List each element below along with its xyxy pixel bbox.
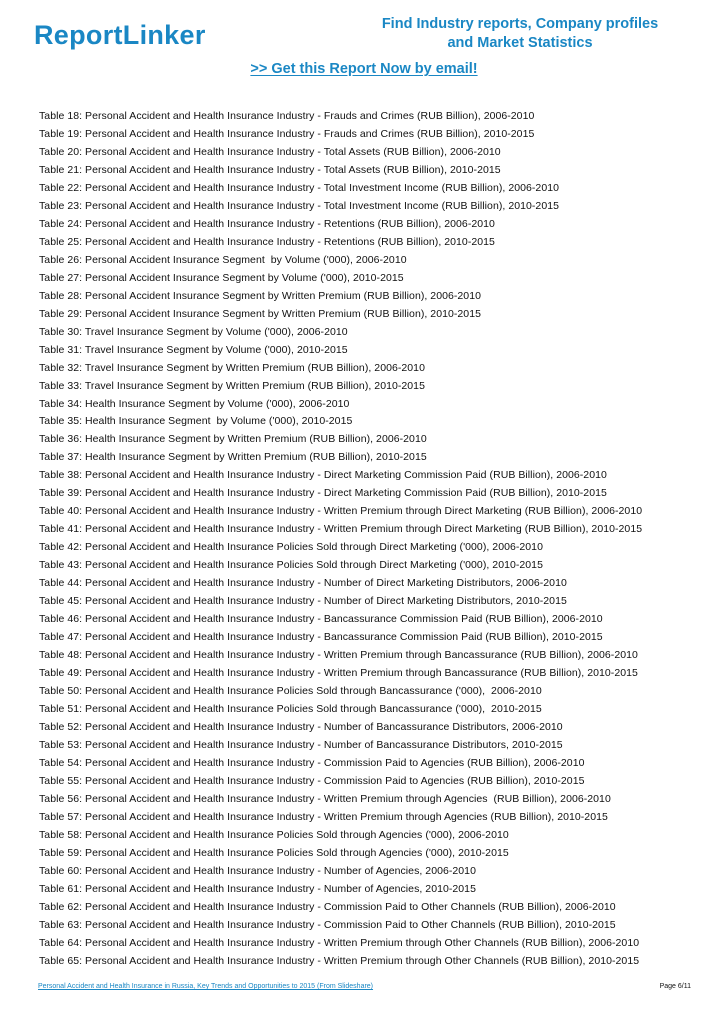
toc-entry: Table 45: Personal Accident and Health Insurance Industry - Number of Direct Marketing Distributors, 2010-2015 xyxy=(39,595,567,608)
toc-entry: Table 25: Personal Accident and Health Insurance Industry - Retentions (RUB Billion), 2010-2015 xyxy=(39,235,495,248)
get-report-link[interactable]: >> Get this Report Now by email! xyxy=(250,61,478,77)
toc-entry: Table 59: Personal Accident and Health Insurance Policies Sold through Agencies ('000), 2010-2015 xyxy=(39,846,509,859)
toc-entry: Table 48: Personal Accident and Health Insurance Industry - Written Premium through Bancassurance (RUB Billion), 2006-2010 xyxy=(39,649,638,662)
header-tagline xyxy=(360,15,680,53)
toc-entry: Table 32: Travel Insurance Segment by Written Premium (RUB Billion), 2006-2010 xyxy=(39,361,425,374)
toc-entry: Table 49: Personal Accident and Health Insurance Industry - Written Premium through Bancassurance (RUB Billion), 2010-2015 xyxy=(39,667,638,680)
toc-entry: Table 28: Personal Accident Insurance Segment by Written Premium (RUB Billion), 2006-2010 xyxy=(39,289,481,302)
toc-entry: Table 61: Personal Accident and Health Insurance Industry - Number of Agencies, 2010-2015 xyxy=(39,882,476,895)
toc-entry: Table 42: Personal Accident and Health Insurance Policies Sold through Direct Marketing ('000), 2006-2010 xyxy=(39,541,543,554)
toc-entry: Table 47: Personal Accident and Health Insurance Industry - Bancassurance Commission Paid (RUB Billion), 2010-2015 xyxy=(39,631,603,644)
toc-entry: Table 24: Personal Accident and Health Insurance Industry - Retentions (RUB Billion), 2006-2010 xyxy=(39,217,495,230)
toc-entry: Table 33: Travel Insurance Segment by Written Premium (RUB Billion), 2010-2015 xyxy=(39,379,425,392)
toc-entry: Table 26: Personal Accident Insurance Segment by Volume ('000), 2006-2010 xyxy=(39,253,407,266)
toc-entry: Table 18: Personal Accident and Health Insurance Industry - Frauds and Crimes (RUB Billion), 2006-2010 xyxy=(39,110,535,122)
reportlinker-logo[interactable]: ReportLinker xyxy=(34,20,206,50)
toc-entry: Table 34: Health Insurance Segment by Volume ('000), 2006-2010 xyxy=(39,397,350,410)
toc-entry: Table 37: Health Insurance Segment by Written Premium (RUB Billion), 2010-2015 xyxy=(39,451,427,464)
toc-entry: Table 19: Personal Accident and Health Insurance Industry - Frauds and Crimes (RUB Billion), 2010-2015 xyxy=(39,127,535,140)
toc-entry: Table 41: Personal Accident and Health Insurance Industry - Written Premium through Direct Marketing (RUB Billion), 2010-2015 xyxy=(39,523,643,536)
toc-entry: Table 44: Personal Accident and Health Insurance Industry - Number of Direct Marketing Distributors, 2006-2010 xyxy=(39,577,567,590)
report-title-footer-link[interactable]: Personal Accident and Health Insurance in Russia, Key Trends and Opportunities to 2015 (From Slideshare) xyxy=(38,983,374,990)
toc-entry: Table 38: Personal Accident and Health Insurance Industry - Direct Marketing Commission Paid (RUB Billion), 2006-2010 xyxy=(39,469,607,482)
tagline-line-2: and Market Statistics xyxy=(447,35,593,51)
toc-entry: Table 56: Personal Accident and Health Insurance Industry - Written Premium through Agencies (RUB Billion), 2006-2010 xyxy=(39,792,611,805)
toc-entry: Table 55: Personal Accident and Health Insurance Industry - Commission Paid to Agencies (RUB Billion), 2010-2015 xyxy=(39,774,585,787)
toc-entry: Table 29: Personal Accident Insurance Segment by Written Premium (RUB Billion), 2010-2015 xyxy=(39,307,481,320)
toc-entry: Table 27: Personal Accident Insurance Segment by Volume ('000), 2010-2015 xyxy=(39,271,404,284)
toc-entry: Table 53: Personal Accident and Health Insurance Industry - Number of Bancassurance Distributors, 2010-2015 xyxy=(39,738,563,751)
toc-entry: Table 50: Personal Accident and Health Insurance Policies Sold through Bancassurance ('000), 2006-2010 xyxy=(39,685,542,697)
toc-entry: Table 46: Personal Accident and Health Insurance Industry - Bancassurance Commission Paid (RUB Billion), 2006-2010 xyxy=(39,613,603,626)
page-number: Page 6/11 xyxy=(659,983,691,990)
toc-entry: Table 35: Health Insurance Segment by Volume ('000), 2010-2015 xyxy=(39,415,353,428)
toc-entry: Table 57: Personal Accident and Health Insurance Industry - Written Premium through Agencies (RUB Billion), 2010-2015 xyxy=(39,810,608,823)
toc-entry: Table 63: Personal Accident and Health Insurance Industry - Commission Paid to Other Channels (RUB Billion), 2010-2015 xyxy=(39,918,616,931)
toc-entry: Table 20: Personal Accident and Health Insurance Industry - Total Assets (RUB Billion), 2006-2010 xyxy=(39,145,501,158)
toc-entry: Table 52: Personal Accident and Health Insurance Industry - Number of Bancassurance Distributors, 2006-2010 xyxy=(39,720,563,733)
toc-entry: Table 43: Personal Accident and Health Insurance Policies Sold through Direct Marketing ('000), 2010-2015 xyxy=(39,559,543,572)
toc-entry: Table 39: Personal Accident and Health Insurance Industry - Direct Marketing Commission Paid (RUB Billion), 2010-2015 xyxy=(39,487,607,500)
toc-entry: Table 31: Travel Insurance Segment by Volume ('000), 2010-2015 xyxy=(39,343,348,356)
toc-entry: Table 62: Personal Accident and Health Insurance Industry - Commission Paid to Other Channels (RUB Billion), 2006-2010 xyxy=(39,900,616,913)
toc-entry: Table 21: Personal Accident and Health Insurance Industry - Total Assets (RUB Billion), 2010-2015 xyxy=(39,163,501,176)
toc-entry: Table 51: Personal Accident and Health Insurance Policies Sold through Bancassurance ('000), 2010-2015 xyxy=(39,702,542,715)
toc-entry: Table 65: Personal Accident and Health Insurance Industry - Written Premium through Other Channels (RUB Billion), 2010-2015 xyxy=(39,954,640,967)
tagline-line-1: Find Industry reports, Company profiles xyxy=(381,16,659,32)
toc-entry: Table 64: Personal Accident and Health Insurance Industry - Written Premium through Other Channels (RUB Billion), 2006-2010 xyxy=(39,936,640,949)
toc-entry: Table 23: Personal Accident and Health Insurance Industry - Total Investment Income (RUB Billion), 2010-2015 xyxy=(39,199,559,212)
toc-entry: Table 40: Personal Accident and Health Insurance Industry - Written Premium through Direct Marketing (RUB Billion), 2006-2010 xyxy=(39,505,643,518)
toc-entry: Table 54: Personal Accident and Health Insurance Industry - Commission Paid to Agencies (RUB Billion), 2006-2010 xyxy=(39,756,585,769)
toc-entry: Table 60: Personal Accident and Health Insurance Industry - Number of Agencies, 2006-2010 xyxy=(39,864,476,877)
toc-entry: Table 22: Personal Accident and Health Insurance Industry - Total Investment Income (RUB Billion), 2006-2010 xyxy=(39,181,559,194)
toc-entry: Table 30: Travel Insurance Segment by Volume ('000), 2006-2010 xyxy=(39,325,348,338)
toc-entry: Table 36: Health Insurance Segment by Written Premium (RUB Billion), 2006-2010 xyxy=(39,433,427,446)
get-report-cta xyxy=(0,58,728,80)
table-of-contents-list xyxy=(39,108,719,971)
toc-entry: Table 58: Personal Accident and Health Insurance Policies Sold through Agencies ('000), 2006-2010 xyxy=(39,828,509,841)
